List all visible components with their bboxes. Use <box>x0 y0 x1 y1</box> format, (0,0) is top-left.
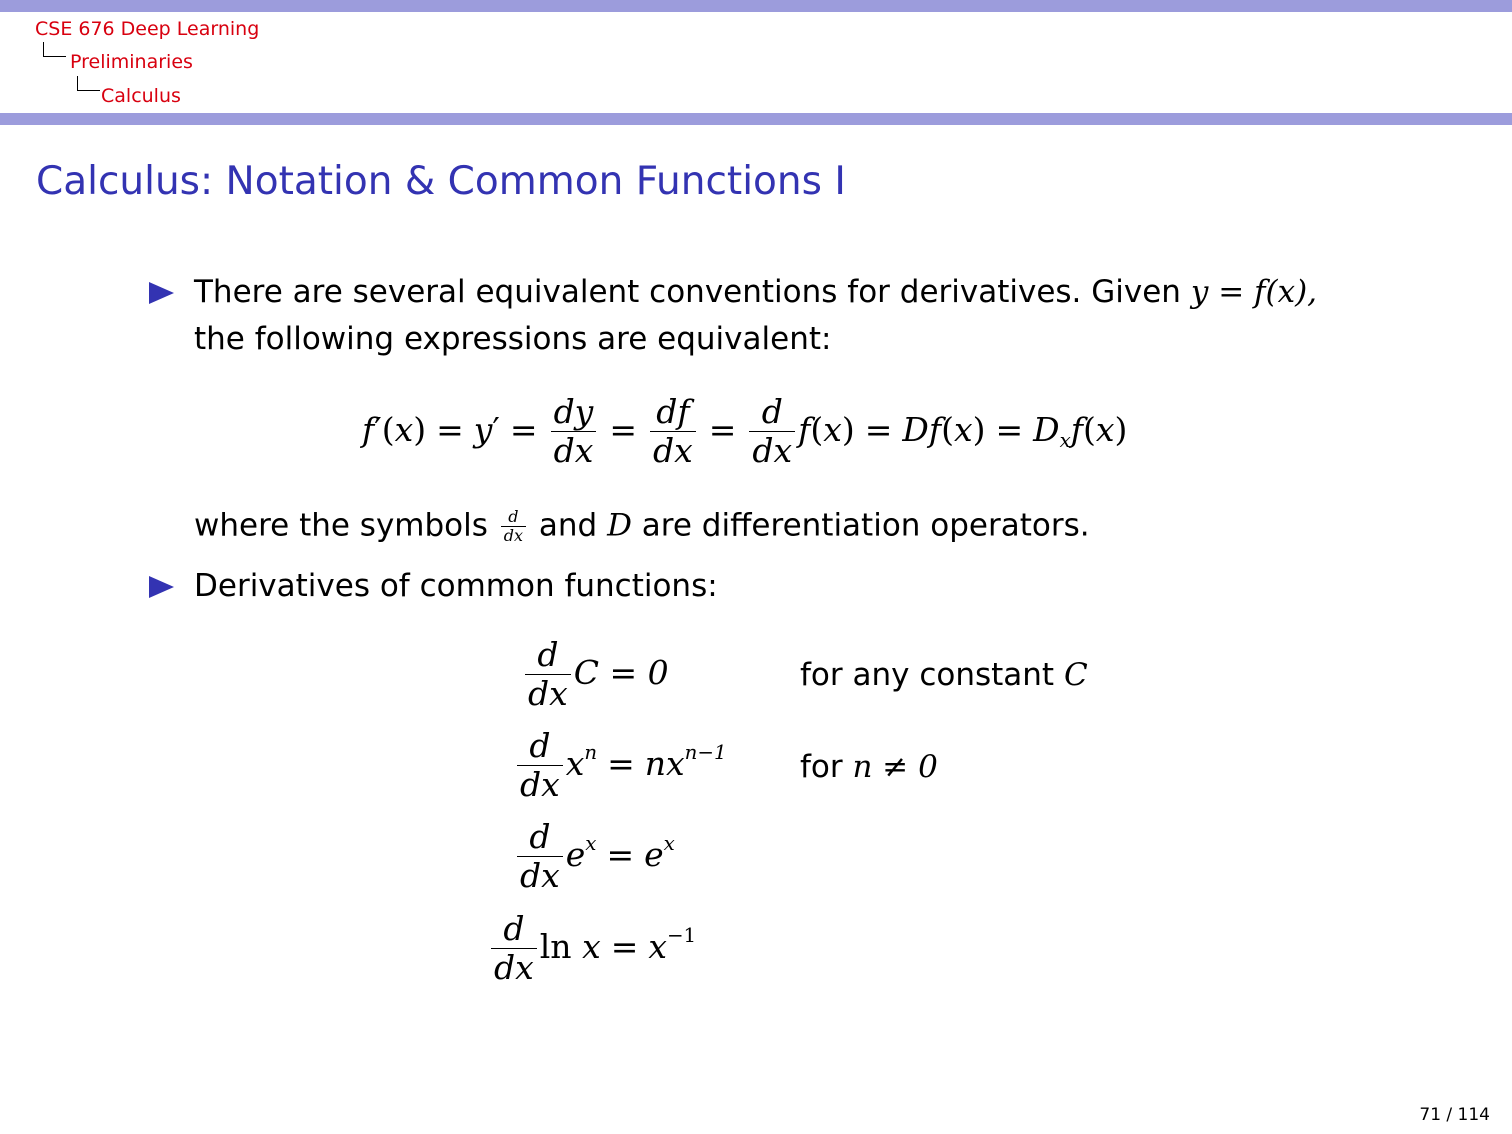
breadcrumb-section[interactable]: Preliminaries <box>70 51 193 73</box>
page-number: 71 / 114 <box>1419 1105 1490 1125</box>
row4-rhs-base: x <box>648 926 667 966</box>
inline-d-dx-operator: $\frac{d}{dx}$ <box>501 508 526 546</box>
slide-title: Calculus: Notation & Common Functions I <box>36 159 846 204</box>
row2-lhs-base: x <box>565 743 585 783</box>
bullet1-line1-math: y = f(x), <box>1190 274 1318 310</box>
row2-condition-math: n ≠ 0 <box>852 749 938 785</box>
tree-connector <box>43 42 66 57</box>
row2-rhs-exp: n−1 <box>684 741 727 765</box>
row4-rhs-exp: −1 <box>666 924 697 948</box>
derivative-notation-equation: f′(x) = y′ = $\frac{dy}{dx}$ = $\frac{df}{dx}$ = $\frac{d}{dx}$ $f(x) = Df(x) = D_xf(x)$ <box>362 392 1128 470</box>
bullet2-text: Derivatives of common functions: <box>194 568 718 604</box>
bullet-marker <box>149 282 174 304</box>
bullet1-line1-text: There are several equivalent conventions for derivatives. Given <box>194 274 1181 310</box>
row3-rhs-exp: x <box>663 832 675 856</box>
where-mid: and <box>538 507 598 544</box>
row3-lhs-exp: x <box>585 832 597 856</box>
bullet1-line1 <box>194 274 1318 310</box>
derivative-row-logarithm: $\frac{d}{dx}$ $\ln x = x^{-1}$ <box>488 910 696 987</box>
where-operator-d: D <box>607 507 632 544</box>
row1-condition-math: C <box>1063 657 1088 693</box>
row2-condition-text: for <box>800 749 843 785</box>
row3-rhs-base: e <box>644 834 664 874</box>
row4-lhs-ln: ln <box>539 926 572 966</box>
bullet-marker <box>149 576 174 598</box>
derivative-row-constant: $\frac{d}{dx}$ C = 0 <box>522 636 669 713</box>
derivative-row-power: $\frac{d}{dx}$ $x^n = nx^{n-1}$ <box>514 727 727 804</box>
row4-lhs-var: x <box>582 926 601 966</box>
row2-condition <box>800 749 938 785</box>
row2-rhs-base: nx <box>644 743 685 783</box>
tree-connector <box>77 76 100 91</box>
derivative-row-exponential: $\frac{d}{dx}$ $e^x = e^x$ <box>514 818 675 895</box>
breadcrumb-subsection[interactable]: Calculus <box>101 85 181 107</box>
header-top-bar <box>0 0 1512 12</box>
bullet1-where-line <box>194 508 1090 546</box>
row2-lhs-exp: n <box>584 741 598 765</box>
where-prefix: where the symbols <box>194 507 488 544</box>
row3-lhs-base: e <box>565 834 586 874</box>
row1-condition-text: for any constant <box>800 657 1055 693</box>
row1-lhs: C = 0 <box>573 652 669 692</box>
row1-condition <box>800 657 1088 693</box>
where-suffix: are differentiation operators. <box>641 507 1090 544</box>
breadcrumb-course[interactable]: CSE 676 Deep Learning <box>35 18 260 40</box>
header-bottom-bar <box>0 113 1512 125</box>
bullet1-line2: the following expressions are equivalent: <box>194 321 832 357</box>
